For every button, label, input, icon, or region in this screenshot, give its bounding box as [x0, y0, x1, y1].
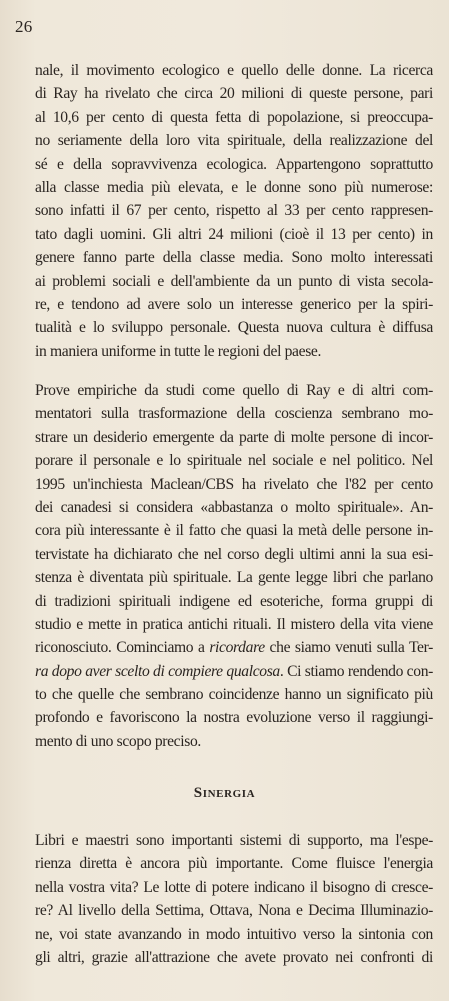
text-line: gli altri, grazie all'attrazione che avete provato nei confronti di: [35, 948, 433, 966]
text-line: di tradizioni spirituali indigene ed esoteriche, forma gruppi di: [35, 592, 433, 610]
text-line: profondo e favoriscono la nostra evoluzione verso il raggiungi-: [35, 709, 433, 727]
text-line: sono infatti il 67 per cento, rispetto al 33 per cento rappresen-: [35, 202, 433, 220]
text-line: mento di uno scopo preciso.: [35, 732, 201, 750]
text-line: ai problemi sociali e dell'ambiente da un punto di vista secola-: [35, 272, 433, 290]
text-line: tato dagli uomini. Gli altri 24 milioni (cioè il 13 per cento) in: [35, 225, 433, 243]
text-line: [35, 660, 433, 683]
text-line: re? Al livello della Settima, Ottava, Nona e Decima Illuminazio-: [35, 902, 433, 920]
text-line: alla classe media più elevata, e le donne sono più numerose:: [35, 178, 433, 196]
text-line: [35, 636, 433, 659]
paragraph-1: [35, 59, 433, 363]
text-line: porare il personale e lo spirituale nel sociale e nel politico. Nel: [35, 452, 433, 470]
text-line: Libri e maestri sono importanti sistemi di supporto, ma l'espe-: [35, 832, 433, 849]
text-line: rienza diretta è ancora più importante. Come fluisce l'energia: [35, 855, 433, 873]
text-line: to che quelle che sembrano coincidenze hanno un significato più: [35, 686, 433, 704]
text-line: in maniera uniforme in tutte le regioni del paese.: [35, 342, 322, 360]
text-line: strare un desiderio emergente da parte di molte persone di incor-: [35, 428, 433, 446]
italic-text-run: ricordare: [209, 639, 265, 657]
text-line: mentatori sulla trasformazione della coscienza sembrano mo-: [35, 405, 433, 423]
text-line: di Ray ha rivelato che circa 20 milioni di queste persone, pari: [35, 85, 433, 103]
text-line: tualità e lo sviluppo personale. Questa nuova cultura è diffusa: [35, 319, 433, 337]
page-number: 26: [15, 17, 33, 36]
text-line: cora più interessante è il fatto che quasi la metà delle persone in-: [35, 522, 433, 540]
section-heading: Sinergia: [193, 785, 256, 801]
text-line: studio e mette in pratica antichi rituali. Il mistero della vita viene: [35, 615, 433, 633]
text-run: che siamo venuti sulla Ter-: [264, 639, 433, 657]
text-line: re, e tendono ad avere solo un interesse generico per la spiri-: [35, 295, 433, 313]
text-run: riconosciuto. Cominciamo a: [35, 639, 210, 657]
text-line: sé e della sopravvivenza ecologica. Appartengono soprattutto: [35, 155, 433, 173]
text-line: genere fanno parte della classe media. Sono molto interessati: [35, 249, 433, 267]
text-line: 1995 un'inchiesta Maclean/CBS ha rivelato che l'82 per cento: [35, 475, 433, 493]
paragraph-3: [35, 829, 433, 969]
text-line: tervistate ha dichiarato che nel corso degli ultimi anni la sua esi-: [35, 545, 433, 563]
paragraph-2: [35, 379, 433, 753]
text-line: al 10,6 per cento di questa fetta di popolazione, si preoccupa-: [35, 108, 433, 126]
text-line: dei canadesi si considera «abbastanza o molto spirituale». An-: [35, 498, 433, 516]
text-run: . Ci stiamo rendendo con-: [279, 662, 433, 680]
text-line: no seriamente della loro vita spirituale, della realizzazione del: [35, 132, 433, 150]
text-line: nale, il movimento ecologico e quello delle donne. La ricerca: [35, 62, 433, 79]
text-line: stenza è diventata più spirituale. La gente legge libri che parlano: [35, 569, 433, 587]
text-line: Prove empiriche da studi come quello di Ray e di altri com-: [35, 382, 433, 399]
text-line: ne, voi state avanzando in modo intuitivo verso la sintonia con: [35, 925, 433, 943]
italic-text-run: ra dopo aver scelto di compiere qualcosa: [35, 662, 280, 680]
text-line: nella vostra vita? Le lotte di potere indicano il bisogno di cresce-: [35, 878, 433, 896]
